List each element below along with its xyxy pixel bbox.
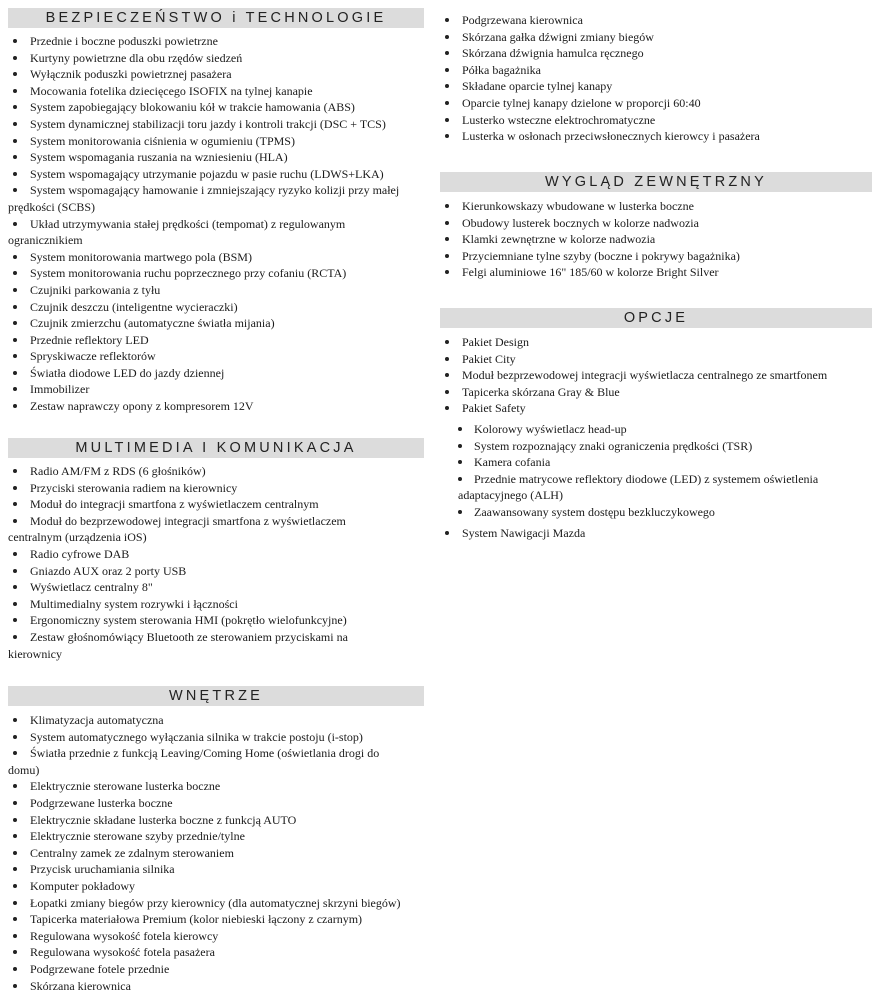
exterior-list xyxy=(440,198,872,281)
bullet-icon xyxy=(445,35,449,39)
list-item: Komputer pokładowy xyxy=(8,878,424,895)
section-title-interior: WNĘTRZE xyxy=(8,686,424,706)
bullet-icon xyxy=(445,204,449,208)
bullet-icon xyxy=(445,270,449,274)
bullet-icon xyxy=(445,18,449,22)
bullet-icon xyxy=(445,373,449,377)
list-item: System automatycznego wyłączania silnika w trakcie postoju (i-stop) xyxy=(8,729,424,746)
list-item: Czujniki parkowania z tyłu xyxy=(8,282,424,299)
list-item: Światła przednie z funkcją Leaving/Coming Home (oświetlania drogi do domu) xyxy=(8,746,380,777)
section-interior xyxy=(8,686,424,994)
multimedia-list xyxy=(8,463,424,662)
list-item: Centralny zamek ze zdalnym sterowaniem xyxy=(8,845,424,862)
options-last-list xyxy=(440,525,872,542)
list-item: Regulowana wysokość fotela pasażera xyxy=(8,944,424,961)
list-item: Spryskiwacze reflektorów xyxy=(8,348,424,365)
list-item: Klamki zewnętrzne w kolorze nadwozia xyxy=(440,231,872,248)
bullet-icon xyxy=(13,155,17,159)
options-list xyxy=(440,334,872,417)
list-item: Tapicerka materiałowa Premium (kolor niebieski łączony z czarnym) xyxy=(8,911,424,928)
list-item: Skórzana gałka dźwigni zmiany biegów xyxy=(440,29,872,46)
list-item: Podgrzewane lusterka boczne xyxy=(8,795,424,812)
bullet-icon xyxy=(13,569,17,573)
list-item: Tapicerka skórzana Gray & Blue xyxy=(440,384,872,401)
bullet-icon xyxy=(13,354,17,358)
bullet-icon xyxy=(458,427,462,431)
list-item: System rozpoznający znaki ograniczenia prędkości (TSR) xyxy=(440,438,872,455)
list-item: Przyciemniane tylne szyby (boczne i pokrywy bagażnika) xyxy=(440,248,872,265)
bullet-icon xyxy=(458,444,462,448)
bullet-icon xyxy=(445,221,449,225)
section-safety xyxy=(8,8,424,415)
bullet-icon xyxy=(13,56,17,60)
list-item: Przednie reflektory LED xyxy=(8,332,424,349)
list-item: Moduł bezprzewodowej integracji wyświetlacza centralnego ze smartfonem xyxy=(440,367,872,384)
bullet-icon xyxy=(13,404,17,408)
list-item: Układ utrzymywania stałej prędkości (tempomat) z regulowanym ogranicznikiem xyxy=(8,216,346,248)
bullet-icon xyxy=(445,134,449,138)
list-item: System Nawigacji Mazda xyxy=(440,525,872,542)
bullet-icon xyxy=(13,901,17,905)
list-item: Oparcie tylnej kanapy dzielone w proporcji 60:40 xyxy=(440,95,872,112)
list-item: Elektrycznie składane lusterka boczne z funkcją AUTO xyxy=(8,812,424,829)
bullet-icon xyxy=(13,486,17,490)
safety-list xyxy=(8,33,424,415)
bullet-icon xyxy=(13,818,17,822)
bullet-icon xyxy=(13,338,17,342)
bullet-icon xyxy=(13,172,17,176)
list-item: System monitorowania ruchu poprzecznego przy cofaniu (RCTA) xyxy=(8,265,424,282)
bullet-icon xyxy=(445,68,449,72)
bullet-icon xyxy=(13,834,17,838)
safety-pack-list xyxy=(440,421,872,521)
bullet-icon xyxy=(445,237,449,241)
list-item: Ergonomiczny system sterowania HMI (pokrętło wielofunkcyjne) xyxy=(8,612,424,629)
list-item: System wspomagania ruszania na wzniesieniu (HLA) xyxy=(8,149,424,166)
bullet-icon xyxy=(13,635,17,639)
bullet-icon xyxy=(458,460,462,464)
list-item: Skórzana kierownica xyxy=(8,978,424,995)
bullet-icon xyxy=(445,340,449,344)
bullet-icon xyxy=(445,357,449,361)
section-interior-continued xyxy=(440,12,872,145)
list-item: System wspomagający hamowanie i zmniejszający ryzyko kolizji przy małej prędkości (SCBS) xyxy=(8,183,400,214)
list-item: Zestaw głośnomówiący Bluetooth ze sterowaniem przyciskami na kierownicy xyxy=(8,629,348,661)
bullet-icon xyxy=(13,39,17,43)
list-item: Kolorowy wyświetlacz head-up xyxy=(440,421,872,438)
list-item: Immobilizer xyxy=(8,381,424,398)
list-item: Czujnik zmierzchu (automatyczne światła mijania) xyxy=(8,315,424,332)
bullet-icon xyxy=(13,222,17,226)
bullet-icon xyxy=(13,851,17,855)
list-item: Przyciski sterowania radiem na kierownicy xyxy=(8,480,424,497)
bullet-icon xyxy=(445,390,449,394)
list-item: System wspomagający utrzymanie pojazdu w pasie ruchu (LDWS+LKA) xyxy=(8,166,424,183)
section-multimedia xyxy=(8,438,424,662)
bullet-icon xyxy=(13,188,17,192)
list-item: Skórzana dźwignia hamulca ręcznego xyxy=(440,45,872,62)
bullet-icon xyxy=(13,618,17,622)
list-item: Pakiet City xyxy=(440,351,872,368)
list-item: Moduł do integracji smartfona z wyświetlaczem centralnym xyxy=(8,496,424,513)
bullet-icon xyxy=(13,139,17,143)
list-item: System monitorowania martwego pola (BSM) xyxy=(8,249,424,266)
bullet-icon xyxy=(13,552,17,556)
list-item: Regulowana wysokość fotela kierowcy xyxy=(8,928,424,945)
bullet-icon xyxy=(13,801,17,805)
bullet-icon xyxy=(13,371,17,375)
section-title-exterior: WYGLĄD ZEWNĘTRZNY xyxy=(440,172,872,192)
list-item: Felgi aluminiowe 16" 185/60 w kolorze Bright Silver xyxy=(440,264,872,281)
bullet-icon xyxy=(13,255,17,259)
list-item: Elektrycznie sterowane szyby przednie/tylne xyxy=(8,828,424,845)
bullet-icon xyxy=(13,602,17,606)
bullet-icon xyxy=(445,406,449,410)
bullet-icon xyxy=(445,118,449,122)
list-item: System monitorowania ciśnienia w ogumieniu (TPMS) xyxy=(8,133,424,150)
interior-continued-list xyxy=(440,12,872,145)
list-item: Pakiet Safety xyxy=(440,400,872,417)
bullet-icon xyxy=(13,321,17,325)
list-item: Składane oparcie tylnej kanapy xyxy=(440,78,872,95)
bullet-icon xyxy=(13,934,17,938)
bullet-icon xyxy=(445,254,449,258)
bullet-icon xyxy=(13,984,17,988)
list-item: Gniazdo AUX oraz 2 porty USB xyxy=(8,563,424,580)
bullet-icon xyxy=(458,477,462,481)
section-title-options: OPCJE xyxy=(440,308,872,328)
list-item: System dynamicznej stabilizacji toru jazdy i kontroli trakcji (DSC + TCS) xyxy=(8,116,424,133)
list-item: Pakiet Design xyxy=(440,334,872,351)
bullet-icon xyxy=(13,387,17,391)
bullet-icon xyxy=(445,84,449,88)
list-item: Podgrzewane fotele przednie xyxy=(8,961,424,978)
section-exterior xyxy=(440,172,872,281)
list-item: Kamera cofania xyxy=(440,454,872,471)
bullet-icon xyxy=(13,519,17,523)
bullet-icon xyxy=(13,105,17,109)
list-item: Moduł do bezprzewodowej integracji smartfona z wyświetlaczem centralnym (urządzenia iOS) xyxy=(8,513,346,545)
bullet-icon xyxy=(13,784,17,788)
interior-list xyxy=(8,712,424,994)
list-item: Przednie matrycowe reflektory diodowe (LED) z systemem oświetlenia adaptacyjnego (ALH) xyxy=(458,471,819,503)
list-item: Światła diodowe LED do jazdy dziennej xyxy=(8,365,424,382)
list-item: Lusterko wsteczne elektrochromatyczne xyxy=(440,112,872,129)
list-item: Czujnik deszczu (inteligentne wycieraczki) xyxy=(8,299,424,316)
list-item: Klimatyzacja automatyczna xyxy=(8,712,424,729)
section-title-multimedia: MULTIMEDIA I KOMUNIKACJA xyxy=(8,438,424,458)
list-item: Radio AM/FM z RDS (6 głośników) xyxy=(8,463,424,480)
bullet-icon xyxy=(13,89,17,93)
bullet-icon xyxy=(13,271,17,275)
bullet-icon xyxy=(13,288,17,292)
list-item: Multimedialny system rozrywki i łączności xyxy=(8,596,424,613)
list-item: Obudowy lusterek bocznych w kolorze nadwozia xyxy=(440,215,872,232)
bullet-icon xyxy=(13,718,17,722)
list-item: System zapobiegający blokowaniu kół w trakcie hamowania (ABS) xyxy=(8,99,424,116)
bullet-icon xyxy=(13,305,17,309)
bullet-icon xyxy=(13,950,17,954)
bullet-icon xyxy=(13,72,17,76)
list-item: Wyświetlacz centralny 8" xyxy=(8,579,424,596)
list-item: Elektrycznie sterowane lusterka boczne xyxy=(8,778,424,795)
bullet-icon xyxy=(445,531,449,535)
section-title-safety: BEZPIECZEŃSTWO i TECHNOLOGIE xyxy=(8,8,424,28)
bullet-icon xyxy=(13,469,17,473)
bullet-icon xyxy=(13,122,17,126)
list-item: Mocowania fotelika dziecięcego ISOFIX na tylnej kanapie xyxy=(8,83,424,100)
bullet-icon xyxy=(13,917,17,921)
list-item: Kurtyny powietrzne dla obu rzędów siedzeń xyxy=(8,50,424,67)
list-item: Lusterka w osłonach przeciwsłonecznych kierowcy i pasażera xyxy=(440,128,872,145)
section-options xyxy=(440,308,872,541)
bullet-icon xyxy=(13,502,17,506)
list-item: Przednie i boczne poduszki powietrzne xyxy=(8,33,424,50)
bullet-icon xyxy=(13,735,17,739)
list-item: Zaawansowany system dostępu bezkluczykowego xyxy=(440,504,872,521)
list-item: Przycisk uruchamiania silnika xyxy=(8,861,424,878)
bullet-icon xyxy=(13,967,17,971)
bullet-icon xyxy=(13,884,17,888)
bullet-icon xyxy=(445,101,449,105)
bullet-icon xyxy=(13,867,17,871)
bullet-icon xyxy=(13,751,17,755)
list-item: Półka bagażnika xyxy=(440,62,872,79)
list-item: Radio cyfrowe DAB xyxy=(8,546,424,563)
list-item: Wyłącznik poduszki powietrznej pasażera xyxy=(8,66,424,83)
bullet-icon xyxy=(458,510,462,514)
bullet-icon xyxy=(445,51,449,55)
list-item: Kierunkowskazy wbudowane w lusterka boczne xyxy=(440,198,872,215)
list-item: Łopatki zmiany biegów przy kierownicy (dla automatycznej skrzyni biegów) xyxy=(8,895,424,912)
list-item: Zestaw naprawczy opony z kompresorem 12V xyxy=(8,398,424,415)
bullet-icon xyxy=(13,585,17,589)
list-item: Podgrzewana kierownica xyxy=(440,12,872,29)
